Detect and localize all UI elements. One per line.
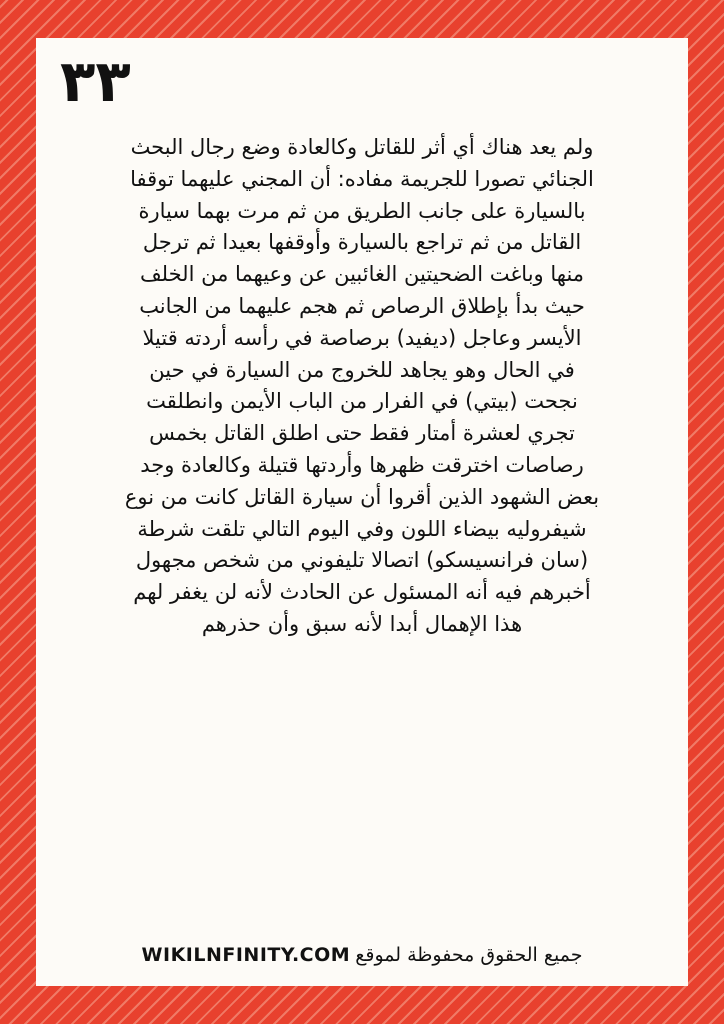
story-line: الأيسر وعاجل (ديفيد) برصاصة في رأسه أردته قتيلا — [142, 325, 582, 350]
story-text — [26, 132, 698, 641]
story-line: منها وباغت الضحيتين الغائبين عن وعيهما من الخلف — [139, 262, 585, 287]
copyright-text: جميع الحقوق محفوظة لموقع — [355, 944, 583, 966]
site-name: WIKILNFINITY.COM — [141, 944, 351, 966]
story-line: هذا الإهمال أبدا لأنه سبق وأن حذرهم — [201, 611, 523, 636]
story-line: حيث بدأ بإطلاق الرصاص ثم هجم عليهما من الجانب — [139, 293, 585, 318]
page-number: ٣٣ — [60, 47, 131, 115]
story-line: نجحت (بيتي) في الفرار من الباب الأيمن وانطلقت — [146, 389, 578, 414]
copyright-footer — [36, 944, 688, 966]
story-line: القاتل من ثم تراجع بالسيارة وأوقفها بعيدا ثم ترجل — [142, 230, 582, 255]
story-line: في الحال وهو يجاهد للخروج من السيارة في حين — [149, 357, 575, 382]
story-line: رصاصات اخترقت ظهرها وأردتها قتيلة وكالعادة وجد — [140, 452, 584, 477]
story-line: (سان فرانسيسكو) اتصالا تليفوني من شخص مجهول — [135, 548, 589, 573]
story-line: شيفروليه بيضاء اللون وفي اليوم التالي تلقت شرطة — [137, 516, 587, 541]
story-line: بعض الشهود الذين أقروا أن سيارة القاتل كانت من نوع — [124, 484, 600, 509]
story-line: ولم يعد هناك أي أثر للقاتل وكالعادة وضع رجال البحث — [130, 135, 594, 159]
story-line: الجنائي تصورا للجريمة مفاده: أن المجني عليهما توقفا — [130, 166, 594, 191]
story-line: أخبرهم فيه أنه المسئول عن الحادث لأنه لن يغفر لهم — [133, 580, 591, 605]
book-page — [36, 38, 688, 986]
story-line: تجري لعشرة أمتار فقط حتى اطلق القاتل بخمس — [149, 421, 575, 446]
story-line: بالسيارة على جانب الطريق من ثم مرت بهما سيارة — [138, 198, 586, 223]
